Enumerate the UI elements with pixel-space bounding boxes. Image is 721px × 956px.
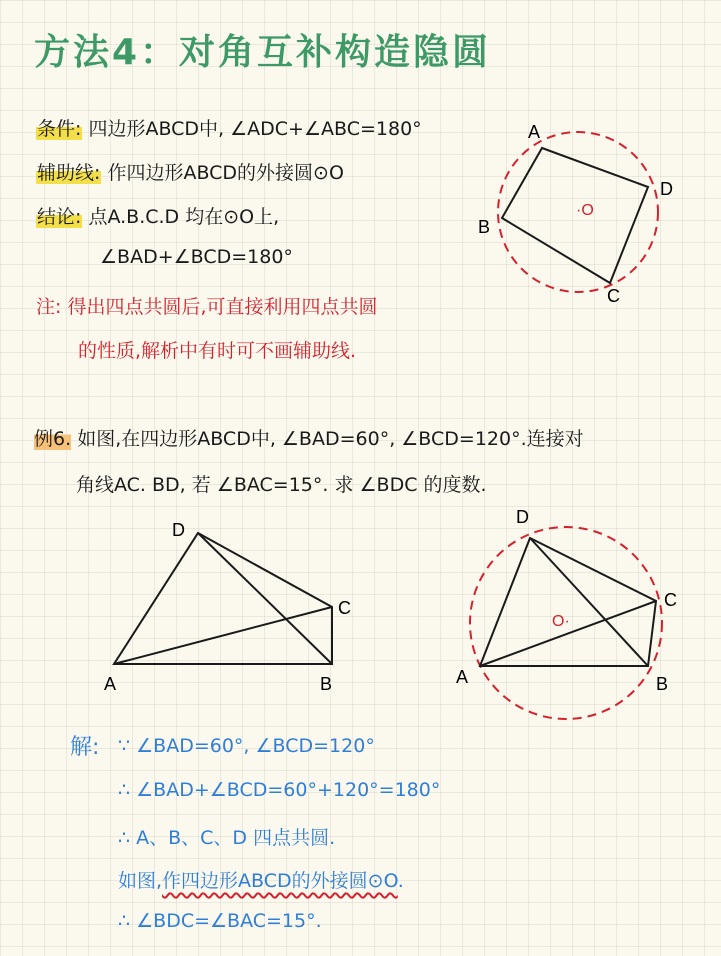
conclusion-label: 结论: [37,206,82,228]
example-line2: 角线AC. BD, 若 ∠BAC=15°. 求 ∠BDC 的度数. [76,474,487,496]
label-c-right: C [664,590,677,610]
note-line2: 的性质,解析中有时可不画辅助线. [78,340,357,362]
diagonal-ac-right [480,601,656,666]
conclusion-line1: 点A.B.C.D 均在⊙O上, [88,206,280,228]
page-title: 方法4：对角互补构造隐圆 [34,32,492,73]
example-line1: 如图,在四边形ABCD中, ∠BAD=60°, ∠BCD=120°.连接对 [77,428,584,450]
condition-text: 四边形ABCD中, ∠ADC+∠ABC=180° [88,118,422,140]
diagonal-bd-right [530,538,648,666]
label-b-left: B [320,674,333,694]
example-label: 例6. [34,428,72,450]
label-b-right: B [656,674,669,694]
aux-line-text: 作四边形ABCD的外接圆⊙O [107,162,344,184]
solution-line4-underlined: 作四边形ABCD的外接圆⊙O [162,870,398,892]
solution-line3: ∴ A、B、C、D 四点共圆. [118,827,336,849]
solution-line4 [118,866,404,893]
label-d-right: D [516,507,529,527]
solution-line4-prefix: 如图, [118,870,163,892]
label-a-left: A [104,674,117,694]
label-c: C [607,286,620,306]
solution-line1: ∵ ∠BAD=60°, ∠BCD=120° [118,735,375,757]
label-d-left: D [172,520,185,540]
solution-label: 解: [70,735,100,760]
solution-line5: ∴ ∠BDC=∠BAC=15°. [118,910,322,932]
conclusion-line2: ∠BAD+∠BCD=180° [100,246,293,268]
label-a-right: A [456,667,469,687]
label-o: ·O [576,202,594,219]
note-label: 注: [36,296,62,318]
label-d: D [660,179,673,199]
label-c-left: C [338,598,351,618]
label-o-right: O· [552,613,570,630]
condition-label: 条件: [37,118,82,140]
note-line1: 得出四点共圆后,可直接利用四点共圆 [67,296,378,318]
label-b: B [478,217,491,237]
label-a: A [528,122,541,142]
solution-line2: ∴ ∠BAD+∠BCD=60°+120°=180° [118,779,441,801]
solution-line4-suffix: . [397,870,404,892]
aux-line-label: 辅助线: [37,162,101,184]
